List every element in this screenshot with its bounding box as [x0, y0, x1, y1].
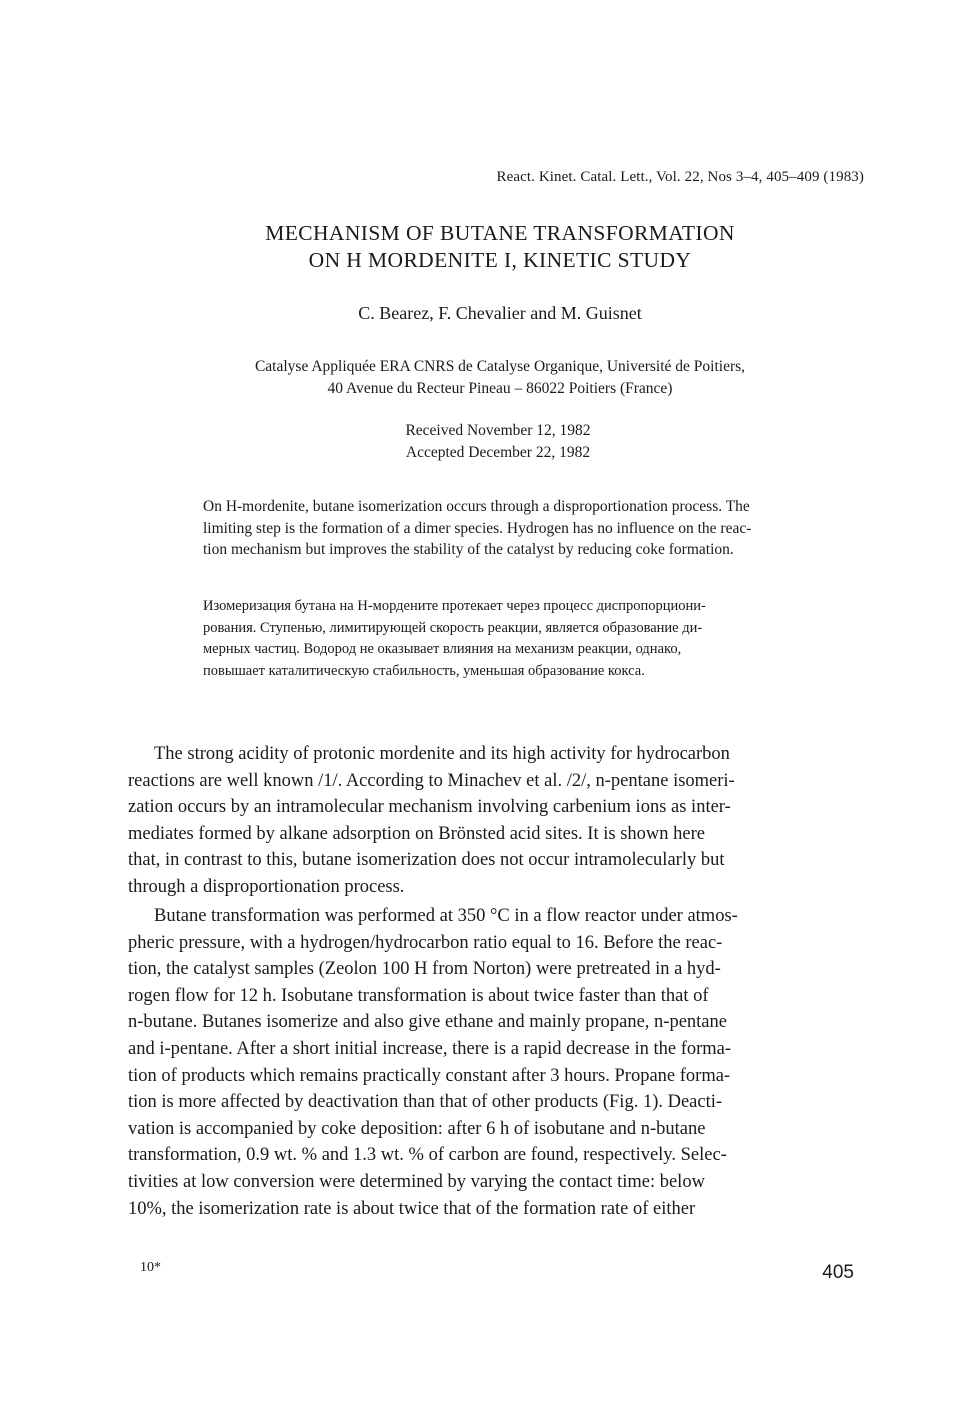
- paper-title: [150, 220, 850, 274]
- text-line: tion, the catalyst samples (Zeolon 100 H from Norton) were pretreated in a hyd-: [128, 959, 721, 980]
- text-line: and i-pentane. After a short initial increase, there is a rapid decrease in the forma-: [128, 1038, 732, 1059]
- affiliation-line-1: Catalyse Appliquée ERA CNRS de Catalyse Organique, Université de Poitiers,: [254, 358, 746, 375]
- authors: C. Bearez, F. Chevalier and M. Guisnet: [358, 303, 642, 323]
- text-line: vation is accompanied by coke deposition: after 6 h of isobutane and n-butane: [128, 1118, 706, 1139]
- text-line: rogen flow for 12 h. Isobutane transformation is about twice faster than that of: [128, 985, 709, 1006]
- abstract-line: повышает каталитическую стабильность, уменьшая образование кокса.: [203, 662, 645, 679]
- text-line: pheric pressure, with a hydrogen/hydrocarbon ratio equal to 16. Before the reac-: [128, 932, 723, 953]
- affiliation-line-2: 40 Avenue du Recteur Pineau – 86022 Poitiers (France): [327, 380, 673, 397]
- text-line: through a disproportionation process.: [128, 876, 405, 897]
- text-line: 10%, the isomerization rate is about twice that of the formation rate of either: [128, 1198, 696, 1219]
- text-line: tivities at low conversion were determined by varying the contact time: below: [128, 1171, 705, 1192]
- abstract-russian: [203, 596, 863, 682]
- text-line: transformation, 0.9 wt. % and 1.3 wt. % of carbon are found, respectively. Selec-: [128, 1145, 727, 1166]
- signature-mark: 10*: [140, 1260, 161, 1275]
- text-line: tion is more affected by deactivation than that of other products (Fig. 1). Deacti-: [128, 1092, 723, 1113]
- received-date: Received November 12, 1982: [405, 422, 591, 439]
- abstract-line: tion mechanism but improves the stability of the catalyst by reducing coke formation.: [203, 541, 734, 558]
- abstract-line: рования. Ступенью, лимитирующей скорость реакции, является образование ди-: [203, 619, 703, 636]
- page-number: 405: [822, 1262, 854, 1283]
- title-line-1: MECHANISM OF BUTANE TRANSFORMATION: [265, 221, 735, 245]
- abstract-line: Изомеризация бутана на Н-мордените протекает через процесс диспропорциони-: [203, 598, 706, 614]
- submission-dates: [248, 420, 748, 464]
- abstract-line: limiting step is the formation of a dimer species. Hydrogen has no influence on the reac-: [203, 519, 752, 537]
- abstract-line: On H-mordenite, butane isomerization occurs through a disproportionation process. The: [203, 498, 750, 515]
- abstract-english: [203, 496, 863, 561]
- abstract-line: мерных частиц. Водород не оказывает влияния на механизм реакции, однако,: [203, 641, 682, 657]
- text-line: tion of products which remains practically constant after 3 hours. Propane forma-: [128, 1065, 731, 1086]
- accepted-date: Accepted December 22, 1982: [405, 444, 591, 461]
- text-line: mediates formed by alkane adsorption on Brönsted acid sites. It is shown here: [128, 823, 705, 844]
- text-line: The strong acidity of protonic mordenite and its high activity for hydrocarbon: [154, 744, 730, 764]
- journal-reference: React. Kinet. Catal. Lett., Vol. 22, Nos 3–4, 405–409 (1983): [496, 169, 864, 185]
- body-paragraph-2: [128, 903, 858, 1222]
- text-line: that, in contrast to this, butane isomerization does not occur intramolecularly but: [128, 850, 725, 871]
- text-line: reactions are well known /1/. According to Minachev et al. /2/, n-pentane isomeri-: [128, 770, 735, 791]
- body-paragraph-1: [128, 741, 858, 901]
- title-line-2: ON H MORDENITE I, KINETIC STUDY: [308, 248, 692, 272]
- text-line: zation occurs by an intramolecular mechanism involving carbenium ions as inter-: [128, 797, 731, 818]
- affiliation: [150, 356, 850, 400]
- text-line: Butane transformation was performed at 350 °C in a flow reactor under atmos-: [154, 906, 738, 926]
- text-line: n-butane. Butanes isomerize and also give ethane and mainly propane, n-pentane: [128, 1012, 727, 1033]
